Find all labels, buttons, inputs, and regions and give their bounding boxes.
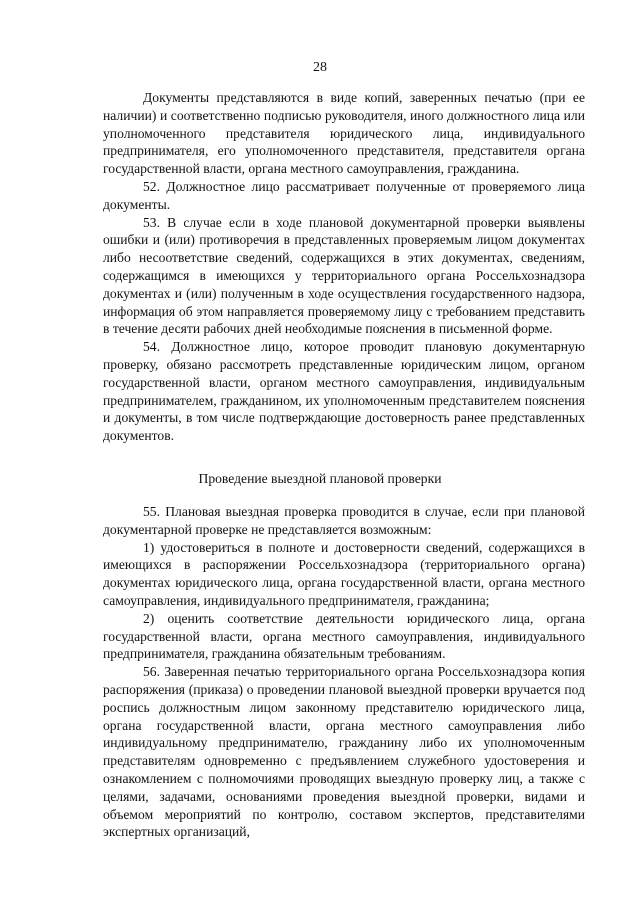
paragraph-54: 54. Должностное лицо, которое проводит плановую документарную проверку, обязано рассмотреть представленные юридическим лицом, органом государственной власти, органом местного самоуправления, индивидуальным предпринимателем, гражданином, их уполномоченным представителем пояснения и документы, в том числе подтверждающие достоверность ранее представленных документов. (103, 339, 585, 444)
paragraph-53: 53. В случае если в ходе плановой документарной проверки выявлены ошибки и (или) противоречия в представленных проверяемым лицом документах либо несоответствие сведений, содержащихся в этих документах, сведениям, содержащимся в имеющихся у территориального органа Россельхознадзора документах и (или) полученным в ходе осуществления государственного надзора, информация об этом направляется проверяемому лицу с требованием представить в течение десяти рабочих дней необходимые пояснения в письменной форме. (103, 214, 585, 337)
paragraph-55: 55. Плановая выездная проверка проводится в случае, если при плановой документарной проверке не представляется возможным: (103, 504, 585, 537)
section-documentary-check (103, 89, 585, 445)
paragraph-56: 56. Заверенная печатью территориального органа Россельхознадзора копия распоряжения (приказа) о проведении плановой выездной проверки вручается под роспись должностным лицом законному представителю юридического лица, органа государственной власти, органа местного самоуправления либо индивидуальному предпринимателю, гражданину либо их уполномоченным представителям одновременно с предъявлением служебного удостоверения и ознакомлением с полномочиями проводящих выездную проверку лиц, а также с целями, задачами, основаниями проведения выездной проверки, видами и объемом мероприятий по контролю, составом экспертов, представителями экспертных организаций, (103, 664, 585, 840)
page-number: 28 (313, 60, 327, 75)
section-field-check (103, 503, 585, 841)
paragraph-documents-submission: Документы представляются в виде копий, заверенных печатью (при ее наличии) и соответственно подписью руководителя, иного должностного лица или уполномоченного представителя юридического лица, индивидуального предпринимателя, его уполномоченного представителя, представителя органа государственной власти, органа местного самоуправления, гражданина. (103, 90, 585, 177)
section-heading: Проведение выездной плановой проверки (198, 471, 442, 486)
paragraph-55-item-2: 2) оценить соответствие деятельности юридического лица, органа государственной власти, органа местного самоуправления, индивидуального предпринимателя, гражданина обязательным требованиям. (103, 610, 585, 662)
paragraph-52: 52. Должностное лицо рассматривает полученные от проверяемого лица документы. (103, 178, 585, 212)
paragraph-55-item-1: 1) удостовериться в полноте и достоверности сведений, содержащихся в имеющихся в распоряжении Россельхознадзора (территориального органа) документах юридического лица, органа государственной власти, органа местного самоуправления, индивидуального предпринимателя, гражданина; (103, 539, 585, 608)
